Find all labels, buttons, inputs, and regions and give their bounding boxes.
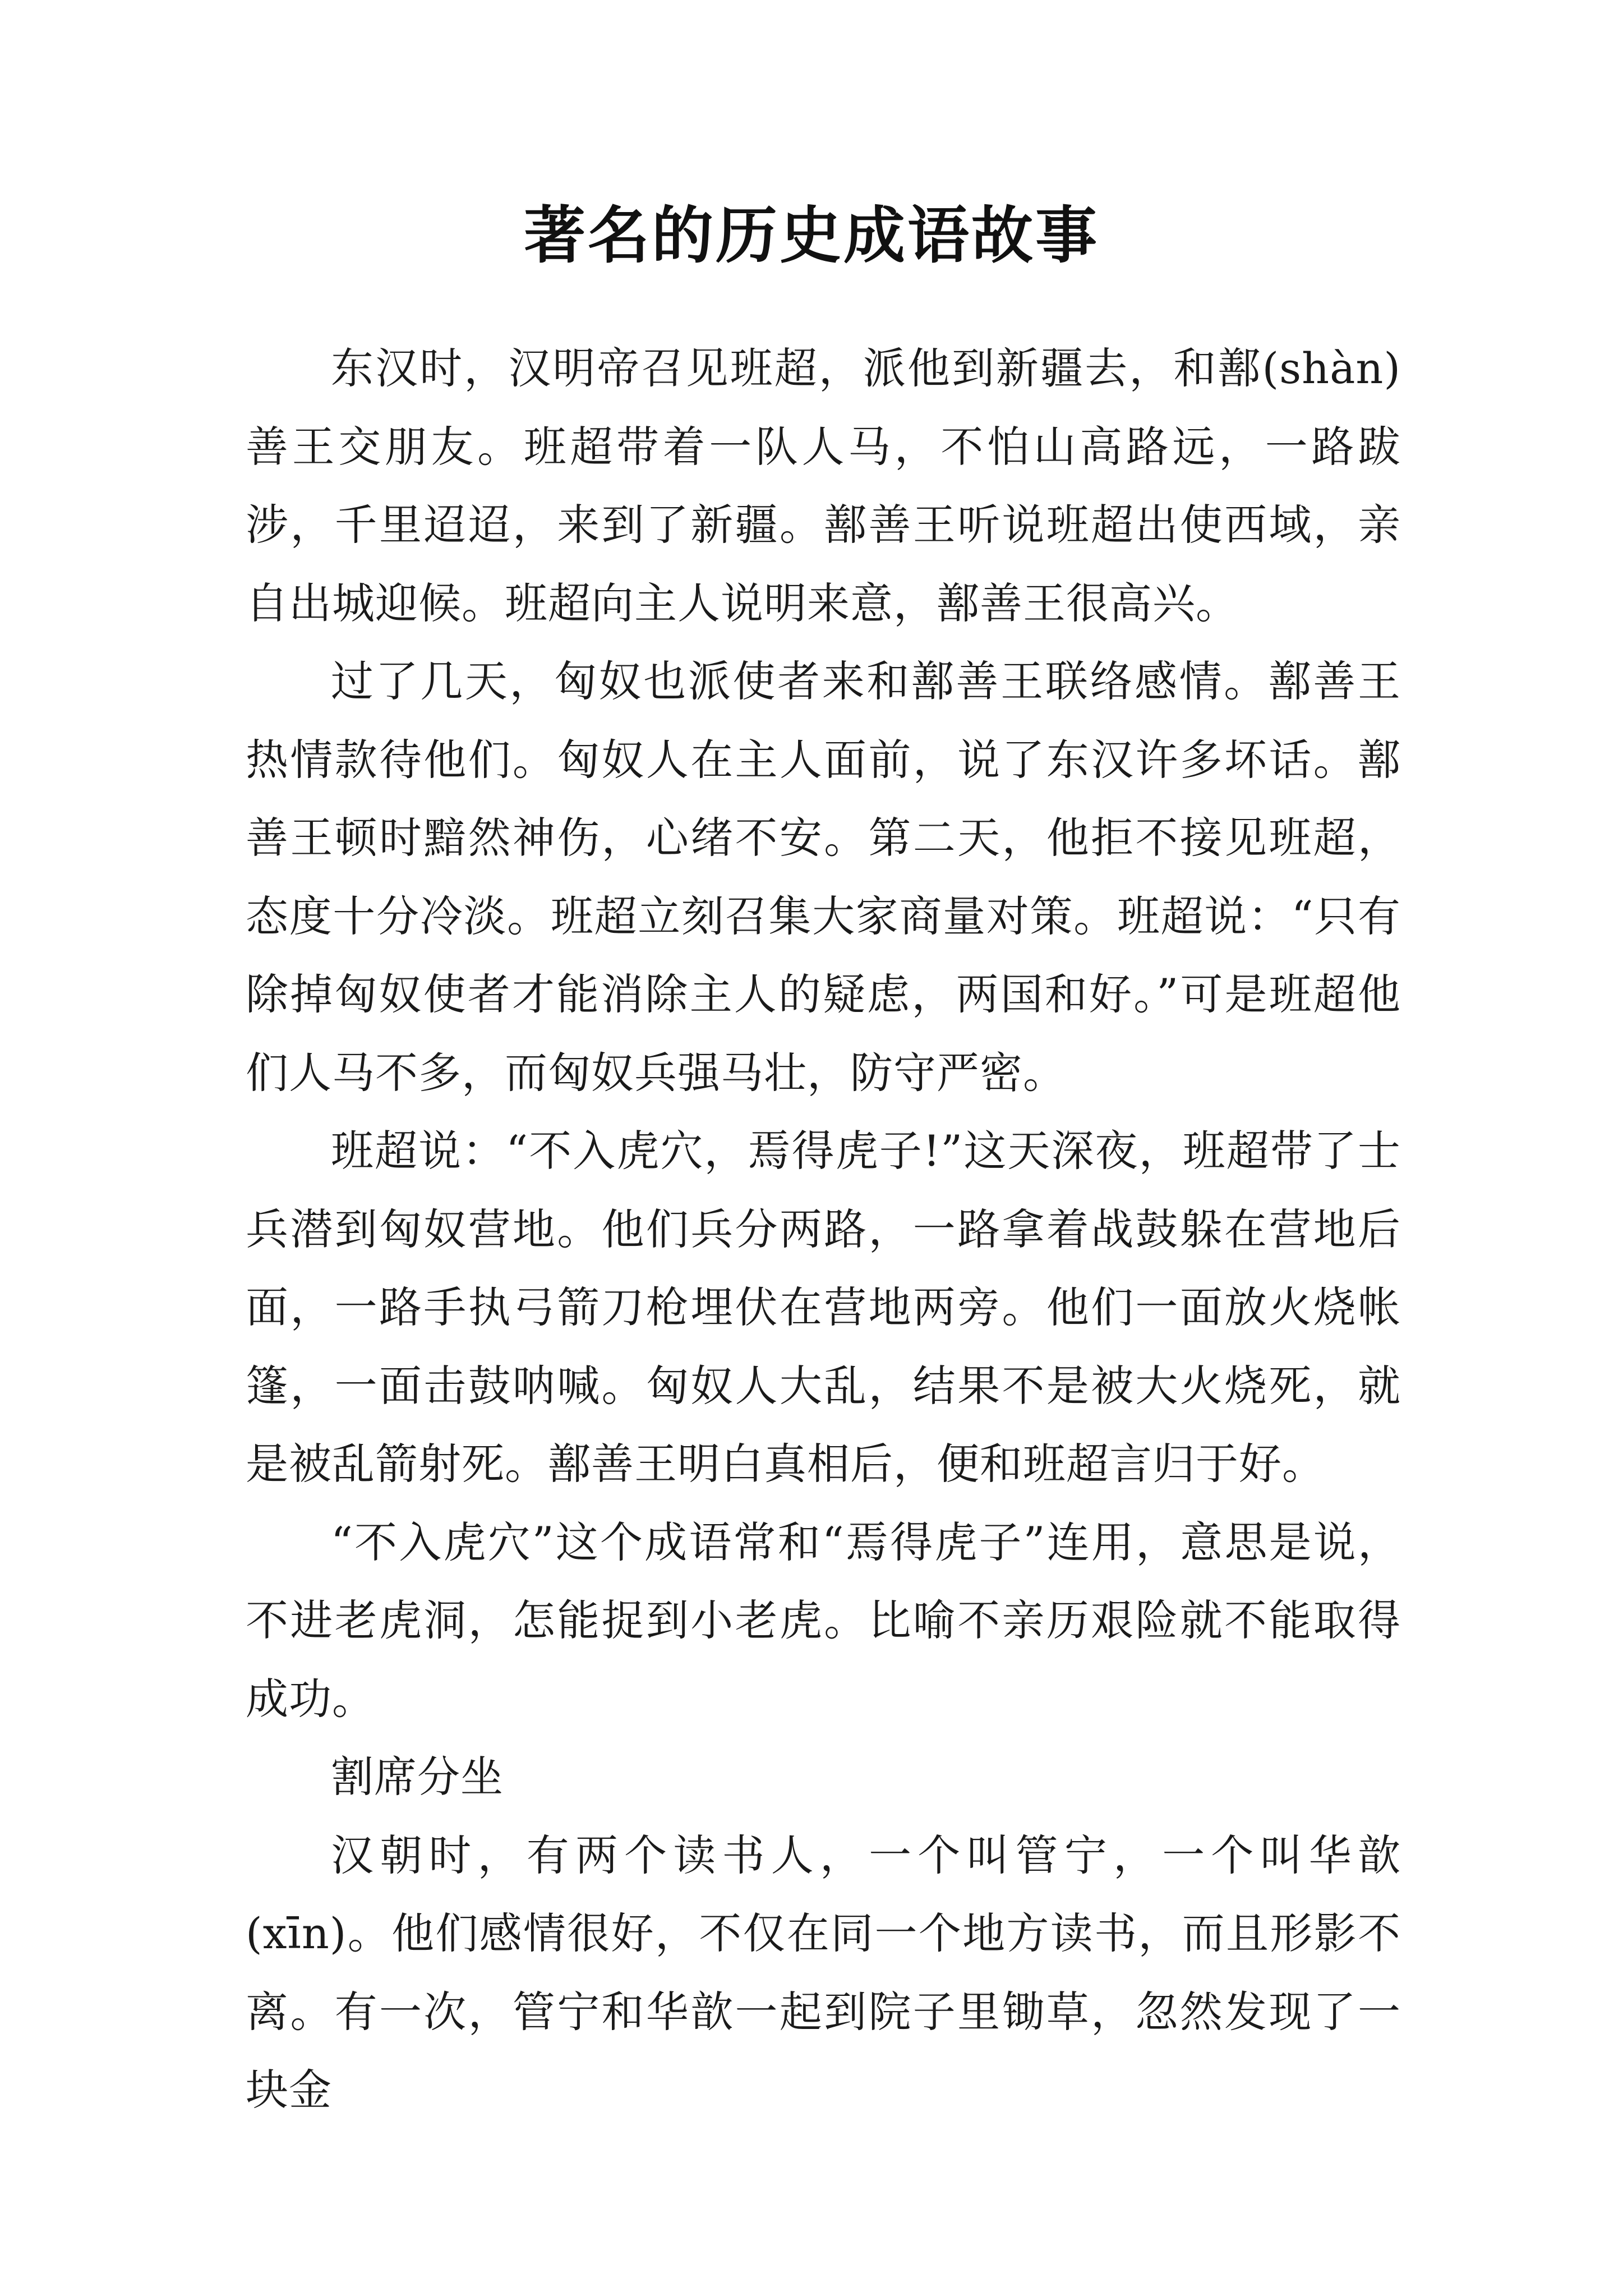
paragraph-3: 班超说：“不入虎穴，焉得虎子!”这天深夜，班超带了士兵潜到匈奴营地。他们兵分两路，一路拿着战鼓躲在营地后面，一路手执弓箭刀枪埋伏在营地两旁。他们一面放火烧帐篷，一面击鼓呐喊。匈奴人大乱，结果不是被大火烧死，就是被乱箭射死。鄯善王明白真相后，便和班超言归于好。: [246, 1126, 1401, 1489]
document-title: 著名的历史成语故事: [524, 199, 1099, 272]
paragraph-5: 汉朝时，有两个读书人，一个叫管宁，一个叫华歆(xīn)。他们感情很好，不仅在同一个地方读书，而且形影不离。有一次，管宁和华歆一起到院子里锄草，忽然发现了一块金: [246, 1830, 1401, 2115]
paragraph-2: 过了几天，匈奴也派使者来和鄯善王联络感情。鄯善王热情款待他们。匈奴人在主人面前，说了东汉许多坏话。鄯善王顿时黯然神伤，心绪不安。第二天，他拒不接见班超，态度十分冷淡。班超立刻召集大家商量对策。班超说：“只有除掉匈奴使者才能消除主人的疑虑，两国和好。”可是班超他们人马不多，而匈奴兵强马壮，防守严密。: [246, 656, 1401, 1098]
section-heading: 割席分坐: [331, 1752, 504, 1802]
paragraph-1: 东汉时，汉明帝召见班超，派他到新疆去，和鄯(shàn)善王交朋友。班超带着一队人马，不怕山高路远，一路跋涉，千里迢迢，来到了新疆。鄯善王听说班超出使西域，亲自出城迎候。班超向主人说明来意，鄯善王很高兴。: [246, 343, 1401, 628]
paragraph-4: “不入虎穴”这个成语常和“焉得虎子”连用，意思是说，不进老虎洞，怎能捉到小老虎。比喻不亲历艰险就不能取得成功。: [246, 1517, 1401, 1724]
document-body: [246, 329, 1401, 2129]
